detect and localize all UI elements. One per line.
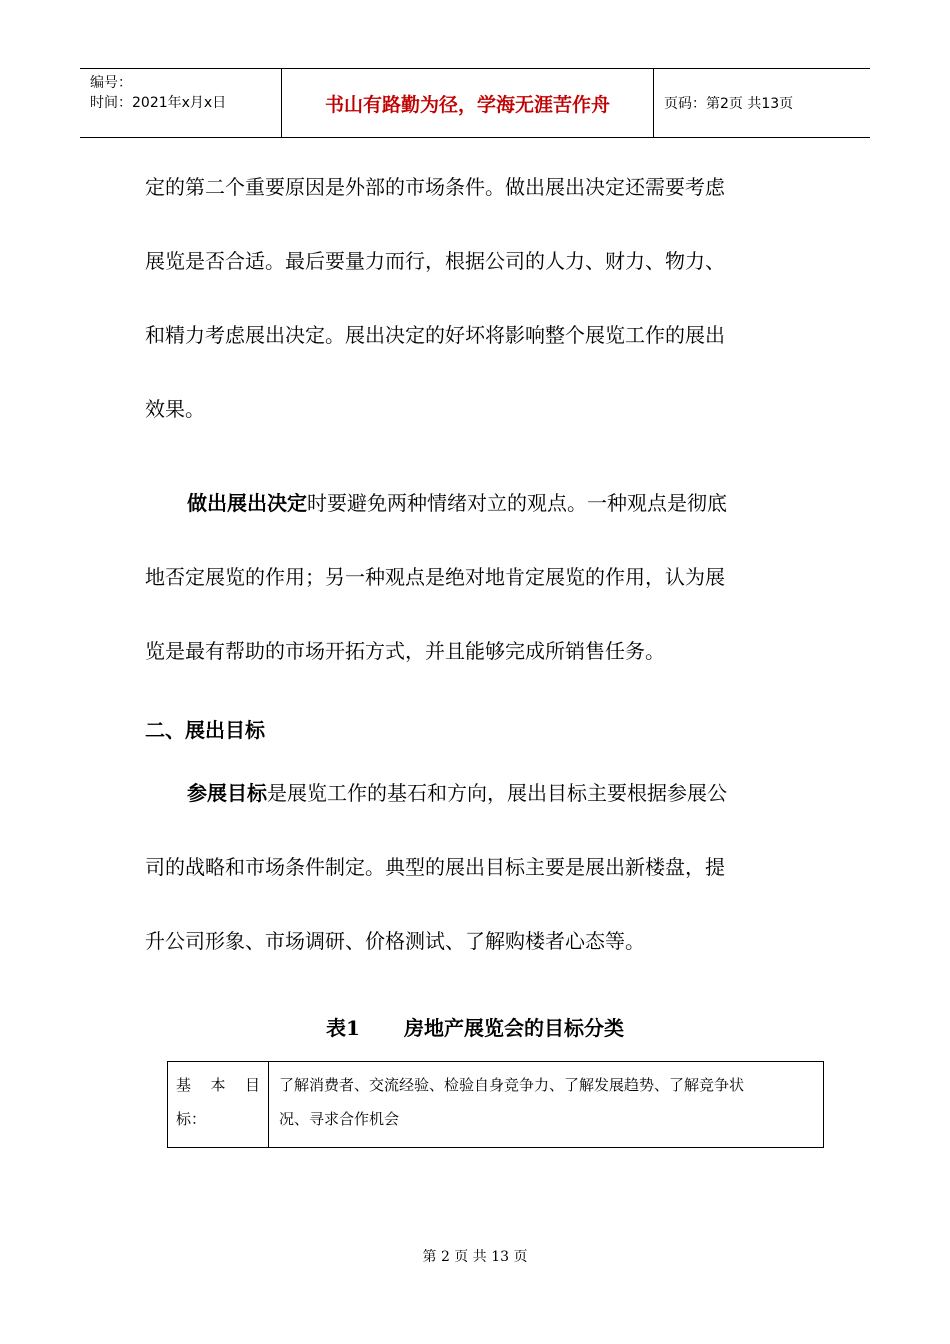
para3-line xyxy=(145,756,807,830)
document-body xyxy=(145,150,807,978)
page-footer: 第 2 页 共 13 页 xyxy=(422,1249,528,1265)
header-meta xyxy=(80,69,282,137)
table-label-end: 标： xyxy=(176,1110,207,1128)
para1-line: 和精力考虑展出决定。展出决定的好坏将影响整个展览工作的展出 xyxy=(145,323,725,347)
table-content-line: 了解消费者、交流经验、检验自身竞争力、了解发展趋势、了解竞争状 xyxy=(279,1076,745,1094)
goals-table xyxy=(167,1061,824,1148)
header-motto: 书山有路勤为径，学海无涯苦作舟 xyxy=(282,69,654,137)
section-heading: 二、展出目标 xyxy=(145,718,265,742)
para3-line1-text: 是展览工作的基石和方向，展出目标主要根据参展公 xyxy=(267,781,727,805)
para2-line xyxy=(145,466,807,540)
table-content-line: 况、寻求合作机会 xyxy=(279,1110,400,1128)
para1-line: 效果。 xyxy=(145,397,205,421)
para3-line: 司的战略和市场条件制定。典型的展出目标主要是展出新楼盘，提 xyxy=(145,855,725,879)
header-number-label: 编号： xyxy=(90,75,132,91)
para2-line1-text: 时要避免两种情绪对立的观点。一种观点是彻底 xyxy=(307,491,727,515)
para2-line: 地否定展览的作用；另一种观点是绝对地肯定展览的作用，认为展 xyxy=(145,565,725,589)
para1-line: 定的第二个重要原因是外部的市场条件。做出展出决定还需要考虑 xyxy=(145,175,725,199)
table-caption xyxy=(0,1012,950,1041)
table-content-cell xyxy=(269,1062,823,1147)
table-label-char: 目 xyxy=(244,1076,260,1094)
header-page-info: 页码：第2页 共13页 xyxy=(664,96,794,112)
para1-line: 展览是否合适。最后要量力而行，根据公司的人力、财力、物力、 xyxy=(145,249,725,273)
table-caption-number: 表1 xyxy=(326,1016,360,1040)
table-label-char: 基 xyxy=(176,1076,192,1094)
header-date-label: 时间：2021年x月x日 xyxy=(90,95,227,111)
para3-bold-term: 参展目标 xyxy=(187,781,267,805)
table-label-char: 本 xyxy=(210,1076,226,1094)
para3-line: 升公司形象、市场调研、价格测试、了解购楼者心态等。 xyxy=(145,929,645,953)
table-label-cell xyxy=(168,1062,269,1147)
para2-line: 览是最有帮助的市场开拓方式，并且能够完成所销售任务。 xyxy=(145,639,665,663)
para2-bold-term: 做出展出决定 xyxy=(187,491,307,515)
table-caption-title: 房地产展览会的目标分类 xyxy=(403,1016,624,1040)
page-header xyxy=(80,68,870,138)
